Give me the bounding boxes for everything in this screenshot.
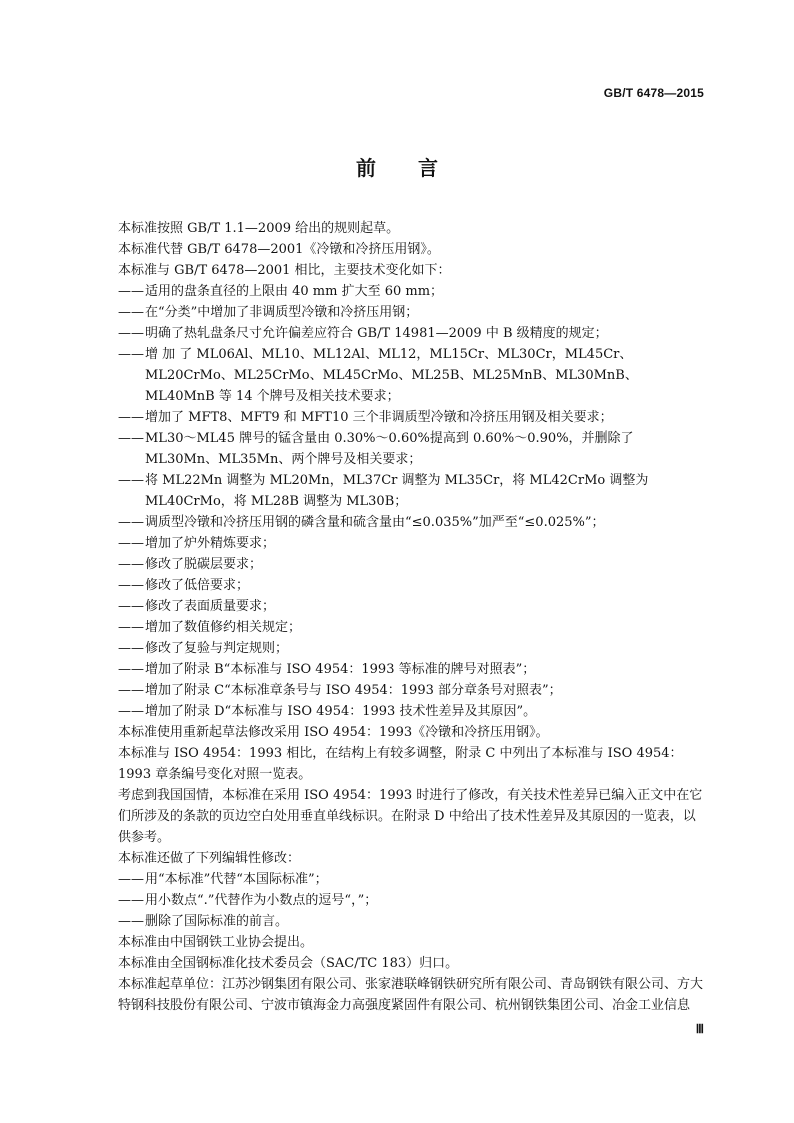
dash-marker: —— [118,305,144,320]
dash-marker: —— [118,473,144,488]
editorial-list [118,869,706,932]
dash-marker: —— [118,578,144,593]
list-item: —— 增 加 了 ML06Al、ML10、ML12Al、ML12，ML15Cr、ML30Cr，ML45Cr、ML20CrMo、ML25CrMo、ML45CrMo、ML25B、ML25MnB、ML30MnB、ML40MnB 等 14 个牌号及相关技术要求； [118,344,706,407]
list-item: —— 适用的盘条直径的上限由 40 mm 扩大至 60 mm； [118,281,706,302]
dash-marker: —— [118,914,144,929]
paragraph: 本标准起草单位：江苏沙钢集团有限公司、张家港联峰钢铁研究所有限公司、青岛钢铁有限公司、方大特钢科技股份有限公司、宁波市镇海金力高强度紧固件有限公司、杭州钢铁集团公司、冶金工业信息 [118,977,704,1013]
dash-marker: —— [118,599,144,614]
list-item: —— 在“分类”中增加了非调质型冷镦和冷挤压用钢； [118,302,706,323]
list-item: —— 删除了国际标准的前言。 [118,911,706,932]
dash-marker: —— [118,641,144,656]
changes-list [118,281,706,722]
paragraph: 本标准使用重新起草法修改采用 ISO 4954：1993《冷镦和冷挤压用钢》。 [118,725,549,740]
list-item: —— 修改了表面质量要求； [118,596,706,617]
intro-line: 本标准与 GB/T 6478—2001 相比，主要技术变化如下： [118,263,451,278]
dash-marker: —— [118,557,144,572]
list-item: —— 明确了热轧盘条尺寸允许偏差应符合 GB/T 14981—2009 中 B 级精度的规定； [118,323,706,344]
paragraph: 本标准由中国钢铁工业协会提出。 [118,935,314,950]
dash-marker: —— [118,347,144,362]
intro-line: 本标准代替 GB/T 6478—2001《冷镦和冷挤压用钢》。 [118,242,440,257]
dash-marker: —— [118,683,144,698]
page-number: Ⅲ [695,1022,704,1036]
list-item: —— 增加了数值修约相关规定； [118,617,706,638]
intro-line: 本标准按照 GB/T 1.1—2009 给出的规则起草。 [118,221,400,236]
list-item: —— 增加了附录 D“本标准与 ISO 4954：1993 技术性差异及其原因”。 [118,701,706,722]
dash-marker: —— [118,515,144,530]
standard-code: GB/T 6478—2015 [603,86,704,100]
paragraph: 考虑到我国国情，本标准在采用 ISO 4954：1993 时进行了修改，有关技术性差异已编入正文中在它们所涉及的条款的页边空白处用垂直单线标识。在附录 D 中给出了技术性差异及其原因的一览表，以供参考。 [118,788,703,845]
list-item: —— 增加了 MFT8、MFT9 和 MFT10 三个非调质型冷镦和冷挤压用钢及相关要求； [118,407,706,428]
dash-marker: —— [118,620,144,635]
dash-marker: —— [118,893,144,908]
list-item: —— 调质型冷镦和冷挤压用钢的磷含量和硫含量由“≤0.035%”加严至“≤0.025%”； [118,512,706,533]
list-item: —— 增加了附录 B“本标准与 ISO 4954：1993 等标准的牌号对照表”； [118,659,706,680]
dash-marker: —— [118,662,144,677]
list-item: —— 将 ML22Mn 调整为 ML20Mn，ML37Cr 调整为 ML35Cr，将 ML42CrMo 调整为 ML40CrMo，将 ML28B 调整为 ML30B； [118,470,706,512]
dash-marker: —— [118,431,144,446]
page-title: 前言 [356,156,480,180]
dash-marker: —— [118,704,144,719]
paragraph: 本标准与 ISO 4954：1993 相比，在结构上有较多调整，附录 C 中列出了本标准与 ISO 4954：1993 章条编号变化对照一览表。 [118,746,683,782]
list-item: —— ML30～ML45 牌号的锰含量由 0.30%～0.60%提高到 0.60%～0.90%，并删除了 ML30Mn、ML35Mn、两个牌号及相关要求； [118,428,706,470]
list-item: —— 修改了脱碳层要求； [118,554,706,575]
paragraph: 本标准还做了下列编辑性修改： [118,851,301,866]
dash-marker: —— [118,284,144,299]
list-item: —— 修改了复验与判定规则； [118,638,706,659]
dash-marker: —— [118,872,144,887]
paragraph: 本标准由全国钢标准化技术委员会（SAC/TC 183）归口。 [118,956,459,971]
list-item: —— 修改了低倍要求； [118,575,706,596]
list-item: —— 用小数点“.”代替作为小数点的逗号“，”； [118,890,706,911]
document-body [118,218,706,1016]
list-item: —— 增加了附录 C“本标准章条号与 ISO 4954：1993 部分章条号对照表”； [118,680,706,701]
dash-marker: —— [118,536,144,551]
list-item: —— 用“本标准”代替“本国际标准”； [118,869,706,890]
dash-marker: —— [118,326,144,341]
list-item: —— 增加了炉外精炼要求； [118,533,706,554]
dash-marker: —— [118,410,144,425]
